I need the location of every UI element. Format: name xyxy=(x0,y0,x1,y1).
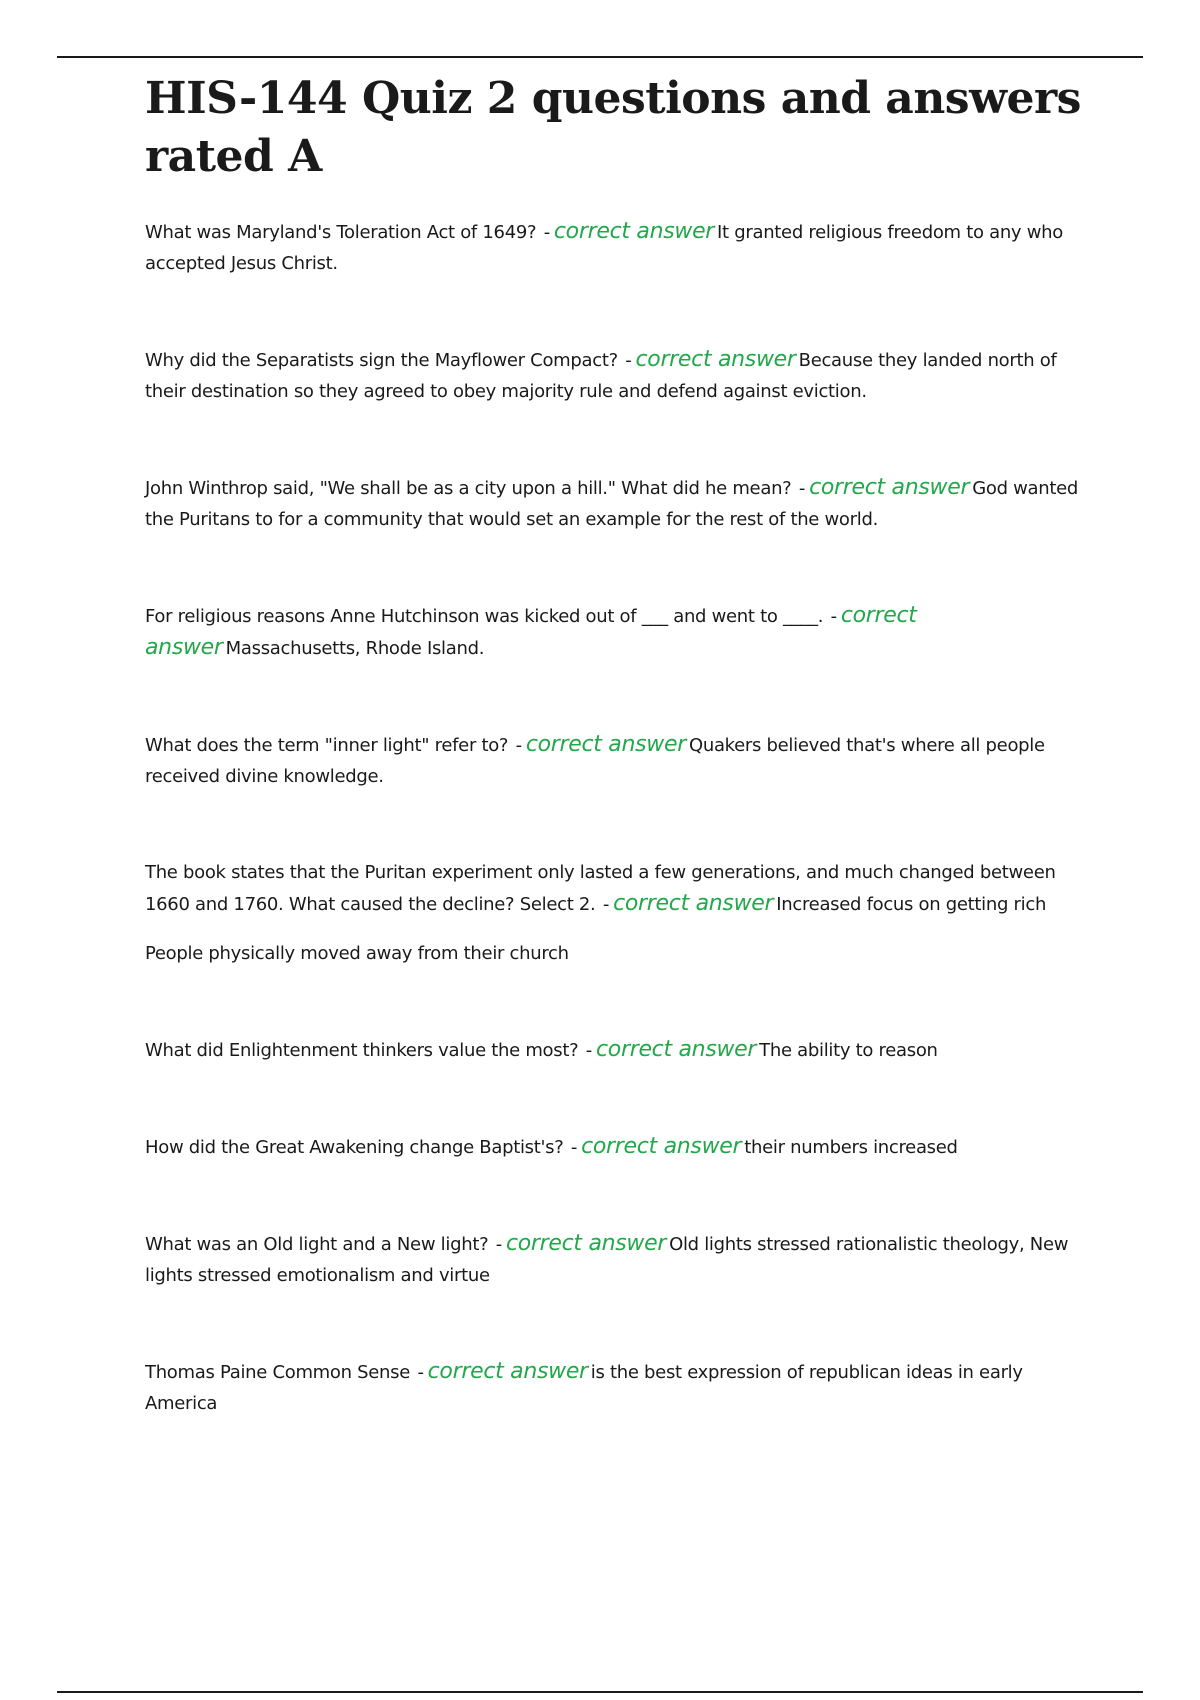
answer-text: The ability to reason xyxy=(759,1040,938,1061)
answer-text: It granted religious freedom to any who accepted Jesus Christ. xyxy=(145,222,1063,274)
question-text: Thomas Paine Common Sense xyxy=(145,1362,411,1383)
correct-answer-label: correct answer xyxy=(553,219,715,244)
correct-answer-label: correct answer xyxy=(613,891,774,916)
question-text: What was an Old light and a New light? xyxy=(145,1234,489,1255)
answer-text: is the best expression of republican ideas in early America xyxy=(145,1362,1023,1414)
question-text: How did the Great Awakening change Baptist's? xyxy=(145,1137,564,1158)
correct-answer-label: correct answer xyxy=(145,603,917,660)
answer-text: their numbers increased xyxy=(744,1137,958,1158)
answer-text: God wanted the Puritans to for a community that would set an example for the rest of the world. xyxy=(145,478,1079,530)
document-title: HIS-144 Quiz 2 questions and answers rated A xyxy=(145,73,1081,182)
correct-answer-label: correct answer xyxy=(505,1231,667,1256)
document-body xyxy=(145,70,1095,1484)
question-text: What was Maryland's Toleration Act of 1649? xyxy=(145,222,537,243)
question-text: What did Enlightenment thinkers value the most? xyxy=(145,1040,579,1061)
qa-item xyxy=(145,729,1095,792)
qa-item xyxy=(145,1228,1095,1291)
answer-text: Massachusetts, Rhode Island. xyxy=(225,638,485,659)
correct-answer-label: correct answer xyxy=(525,732,686,757)
question-text: What does the term "inner light" refer to? xyxy=(145,735,509,756)
answer-text: Increased focus on getting rich xyxy=(776,894,1047,915)
separator: - xyxy=(515,735,522,756)
correct-answer-label: correct answer xyxy=(809,475,970,500)
separator: - xyxy=(570,1137,578,1158)
qa-item xyxy=(145,344,1095,407)
top-rule xyxy=(57,56,1143,58)
question-text: John Winthrop said, "We shall be as a city upon a hill." What did he mean? xyxy=(145,478,792,499)
qa-item xyxy=(145,857,1095,969)
separator: - xyxy=(543,222,550,243)
qa-item xyxy=(145,1356,1095,1419)
separator: - xyxy=(495,1234,502,1255)
question-text: For religious reasons Anne Hutchinson was kicked out of ___ and went to ____. xyxy=(145,606,824,627)
qa-item xyxy=(145,1034,1095,1066)
answer-text: Old lights stressed rationalistic theology, New lights stressed emotionalism and virtue xyxy=(145,1234,1069,1286)
question-text: Why did the Separatists sign the Mayflower Compact? xyxy=(145,350,618,371)
separator: - xyxy=(830,606,837,627)
separator: - xyxy=(585,1040,592,1061)
answer-text-extra: People physically moved away from their church xyxy=(145,943,569,964)
qa-item xyxy=(145,216,1095,279)
answer-text: Quakers believed that's where all people received divine knowledge. xyxy=(145,735,1045,787)
answer-text: Because they landed north of their destination so they agreed to obey majority rule and defend against eviction. xyxy=(145,350,1057,402)
qa-item xyxy=(145,1131,1095,1163)
separator: - xyxy=(798,478,806,499)
question-text: The book states that the Puritan experiment only lasted a few generations, and much changed between 1660 and 1760. What caused the decline? Select 2. xyxy=(145,862,1056,915)
correct-answer-label: correct answer xyxy=(427,1359,588,1384)
separator: - xyxy=(602,894,610,915)
qa-item xyxy=(145,472,1095,535)
qa-list xyxy=(145,216,1095,1419)
separator: - xyxy=(417,1362,424,1383)
bottom-rule xyxy=(57,1691,1143,1693)
qa-item xyxy=(145,600,1095,664)
correct-answer-label: correct answer xyxy=(596,1037,757,1062)
correct-answer-label: correct answer xyxy=(581,1134,742,1159)
separator: - xyxy=(625,350,632,371)
correct-answer-label: correct answer xyxy=(635,347,796,372)
